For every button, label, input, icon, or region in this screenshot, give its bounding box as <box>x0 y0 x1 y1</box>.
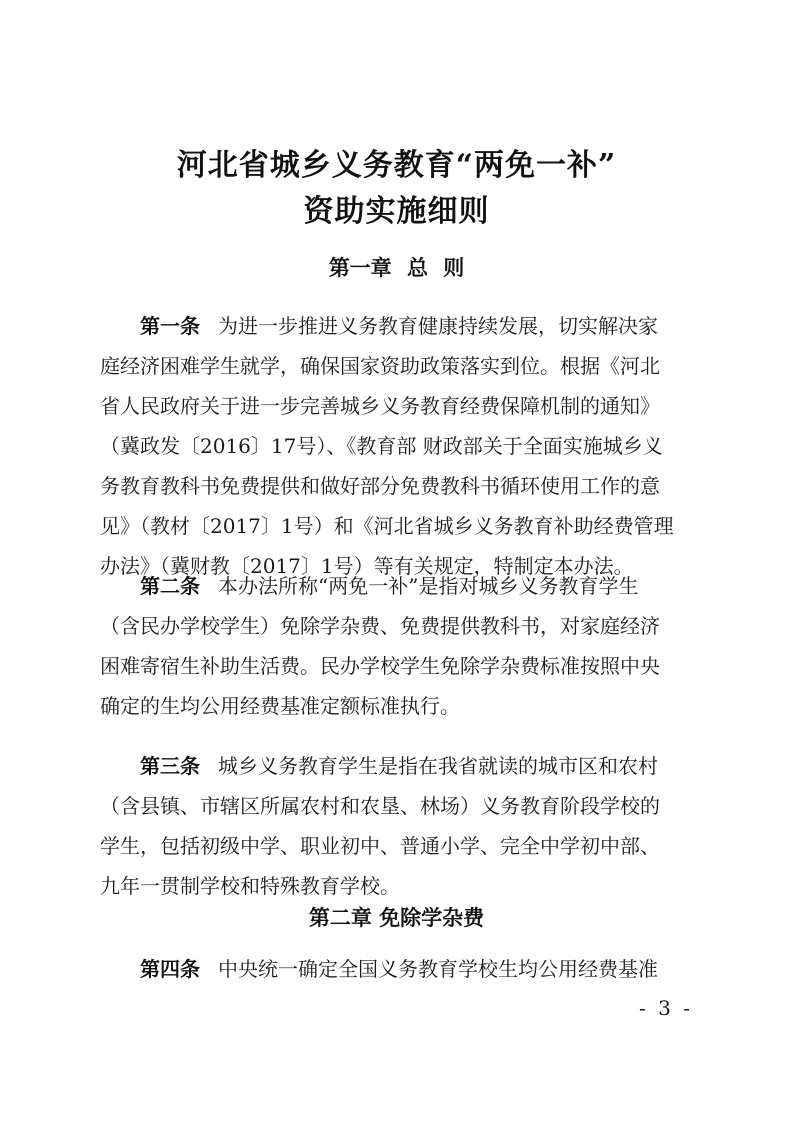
article-3-line-4: 九年一贯制学校和特殊教育学校。 <box>100 874 400 898</box>
document-title-line2: 资助实施细则 <box>303 194 490 229</box>
article-3-line-1: 第三条 城乡义务教育学生是指在我省就读的城市区和农村 <box>140 754 658 778</box>
article-2-label: 第二条 <box>140 574 200 598</box>
article-4 <box>100 949 696 989</box>
article-1-line-5: 务教育教科书免费提供和做好部分免费教科书循环使用工作的意 <box>100 474 660 498</box>
article-2-line-3: 困难寄宿生补助生活费。民办学校学生免除学杂费标准按照中央 <box>100 654 660 678</box>
article-2 <box>100 566 696 726</box>
article-2-line-4: 确定的生均公用经费基准定额标准执行。 <box>100 694 460 718</box>
chapter-1-heading: 第一章 总 则 <box>328 256 465 280</box>
article-2-line-1: 第二条 本办法所称“两免一补”是指对城乡义务教育学生 <box>140 574 639 598</box>
page-number: - 3 - <box>639 996 693 1020</box>
document-title-line1: 河北省城乡义务教育“两免一补” <box>176 148 617 183</box>
article-4-label: 第四条 <box>140 957 200 981</box>
article-1-line-3: 省人民政府关于进一步完善城乡义务教育经费保障机制的通知》 <box>100 394 660 418</box>
article-3-line-2: （含县镇、市辖区所属农村和农垦、林场）义务教育阶段学校的 <box>100 794 660 818</box>
article-1-line-2: 庭经济困难学生就学，确保国家资助政策落实到位。根据《河北 <box>100 354 660 378</box>
article-1-line-6: 见》（教材〔2017〕1号）和《河北省城乡义务教育补助经费管理 <box>100 514 674 538</box>
article-1-line-7: 办法》（冀财教〔2017〕1号）等有关规定，特制定本办法。 <box>100 554 634 578</box>
article-1-line-4: （冀政发〔2016〕17号）、《教育部 财政部关于全面实施城乡义 <box>100 434 663 458</box>
article-1-line-1: 第一条 为进一步推进义务教育健康持续发展，切实解决家 <box>140 314 658 338</box>
article-1-label: 第一条 <box>140 314 200 338</box>
article-3-label: 第三条 <box>140 754 200 778</box>
article-3-line-3: 学生，包括初级中学、职业初中、普通小学、完全中学初中部、 <box>100 834 660 858</box>
article-1 <box>100 306 696 586</box>
article-3 <box>100 746 696 906</box>
article-2-line-2: （含民办学校学生）免除学杂费、免费提供教科书，对家庭经济 <box>100 614 660 638</box>
article-4-line-1: 第四条 中央统一确定全国义务教育学校生均公用经费基准 <box>140 957 658 981</box>
chapter-2-heading: 第二章 免除学杂费 <box>308 906 485 930</box>
